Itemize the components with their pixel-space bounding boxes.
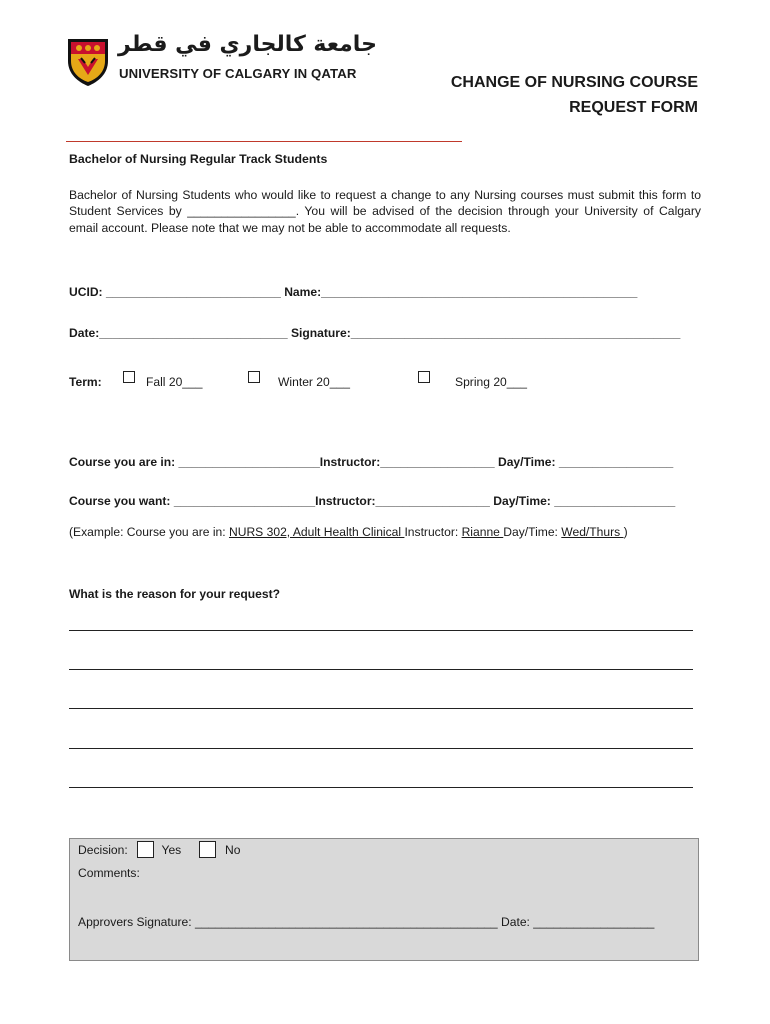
example-course: NURS 302, Adult Health Clinical <box>228 525 405 539</box>
reason-line-4[interactable] <box>69 748 693 749</box>
current-course-row <box>69 455 673 469</box>
university-english-name: UNIVERSITY OF CALGARY IN QATAR <box>119 66 357 81</box>
decision-yes-checkbox[interactable] <box>137 841 154 858</box>
term-spring-label: Spring 20___ <box>455 375 527 389</box>
decision-row <box>78 841 240 858</box>
current-daytime-label: Day/Time: <box>497 455 556 469</box>
signature-field[interactable]: _________________________________________________ <box>350 326 681 340</box>
current-daytime-field[interactable]: _________________ <box>555 455 674 469</box>
wanted-instructor-field[interactable]: _________________ <box>375 494 494 508</box>
reason-line-3[interactable] <box>69 708 693 709</box>
example-suffix: ) <box>623 525 628 539</box>
example-instructor-label: Instructor: <box>404 525 462 539</box>
wanted-instructor-label: Instructor: <box>315 494 376 508</box>
term-label: Term: <box>69 375 102 389</box>
university-arabic-name: جامعة كالجاري في قطر <box>118 32 377 57</box>
ucid-name-row <box>69 285 637 299</box>
example-daytime: Wed/Thurs <box>561 525 624 539</box>
wanted-course-label: Course you want: <box>69 494 171 508</box>
red-divider <box>66 141 462 142</box>
term-fall-checkbox[interactable] <box>123 371 135 383</box>
intro-paragraph: Bachelor of Nursing Students who would like to request a change to any Nursing courses must submit this form to Student Services by ________________. You will be advised of the decision through your University of Calgary email account. Please note that we may not be able to accommodate all requests. <box>69 188 701 235</box>
wanted-daytime-field[interactable]: __________________ <box>550 494 676 508</box>
current-course-label: Course you are in: <box>69 455 176 469</box>
decision-no-checkbox[interactable] <box>199 841 216 858</box>
approver-signature-field[interactable]: _____________________________________________ <box>191 915 498 929</box>
date-field[interactable]: ____________________________ <box>99 326 291 340</box>
term-spring-checkbox[interactable] <box>418 371 430 383</box>
university-crest-icon <box>66 37 110 87</box>
reason-line-2[interactable] <box>69 669 693 670</box>
form-title-line-2: REQUEST FORM <box>569 99 698 116</box>
current-instructor-field[interactable]: _________________ <box>380 455 498 469</box>
name-label: Name: <box>284 285 322 299</box>
approver-date-field[interactable]: __________________ <box>529 915 655 929</box>
decision-no-label: No <box>224 843 241 857</box>
wanted-course-field[interactable]: _____________________ <box>170 494 316 508</box>
example-line <box>69 525 628 539</box>
example-instructor: Rianne <box>461 525 504 539</box>
term-winter-label: Winter 20___ <box>278 375 350 389</box>
decision-yes-label: Yes <box>161 843 182 857</box>
date-label: Date: <box>69 326 100 340</box>
ucid-label: UCID: <box>69 285 103 299</box>
approver-date-label: Date: <box>497 915 530 929</box>
approver-signature-label: Approvers Signature: <box>78 915 192 929</box>
form-title-line-1: CHANGE OF NURSING COURSE <box>450 74 698 91</box>
example-daytime-label: Day/Time: <box>503 525 562 539</box>
example-prefix: (Example: Course you are in: <box>69 525 229 539</box>
section-heading: Bachelor of Nursing Regular Track Students <box>69 152 328 166</box>
ucid-field[interactable]: __________________________ <box>102 285 285 299</box>
term-fall-label: Fall 20___ <box>146 375 203 389</box>
wanted-course-row <box>69 494 675 508</box>
date-signature-row <box>69 326 680 340</box>
decision-label: Decision: <box>78 843 128 857</box>
term-winter-checkbox[interactable] <box>248 371 260 383</box>
reason-line-1[interactable] <box>69 630 693 631</box>
wanted-daytime-label: Day/Time: <box>493 494 551 508</box>
current-instructor-label: Instructor: <box>319 455 381 469</box>
reason-question: What is the reason for your request? <box>69 587 281 601</box>
name-field[interactable]: _______________________________________________ <box>321 285 638 299</box>
approver-row <box>78 915 654 929</box>
approval-box <box>69 838 699 961</box>
comments-label: Comments: <box>78 866 140 880</box>
form-title <box>451 70 698 120</box>
signature-label: Signature: <box>290 326 351 340</box>
current-course-field[interactable]: _____________________ <box>175 455 320 469</box>
reason-line-5[interactable] <box>69 787 693 788</box>
